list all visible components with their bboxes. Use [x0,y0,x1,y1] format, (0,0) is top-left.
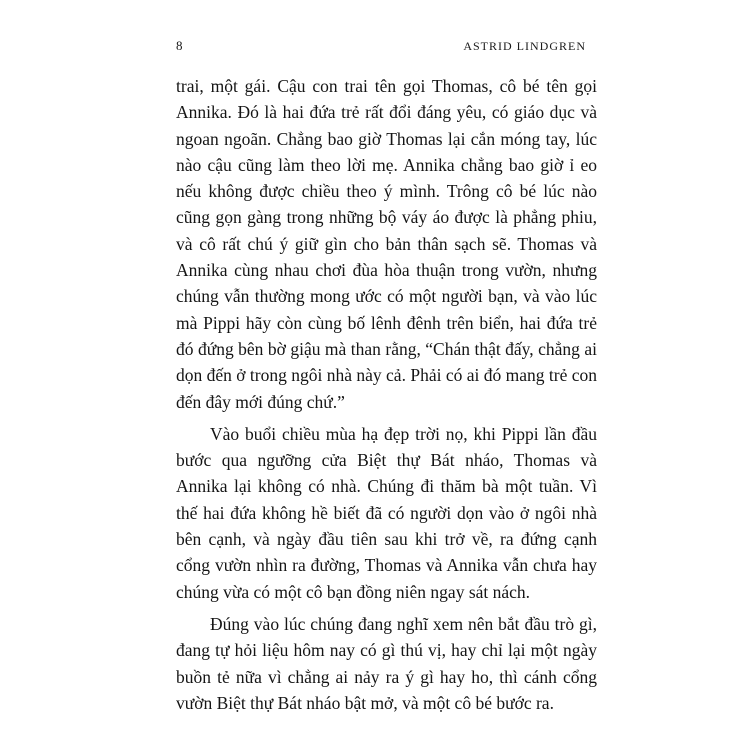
body-text [176,73,597,716]
running-head [176,37,586,55]
page-number: 8 [176,38,183,53]
paragraph-1: trai, một gái. Cậu con trai tên gọi Thomas, cô bé tên gọi Annika. Đó là hai đứa trẻ rất đổi đáng yêu, có giáo dục và ngoan ngoãn. Chẳng bao giờ Thomas lại cắn móng tay, lúc nào cậu cũng làm theo lời mẹ. Annika chẳng bao giờ ỉ eo nếu không được chiều theo ý mình. Trông cô bé lúc nào cũng gọn gàng trong những bộ váy áo được là phẳng phiu, và cô rất chú ý giữ gìn cho bản thân sạch sẽ. Thomas và Annika cùng nhau chơi đùa hòa thuận trong vườn, nhưng chúng vẫn thường mong ước có một người bạn, và vào lúc mà Pippi hãy còn cùng bố lênh đênh trên biển, hai đứa trẻ đó đứng bên bờ giậu mà than rằng, “Chán thật đấy, chẳng ai dọn đến ở trong ngôi nhà này cả. Phải có ai đó mang trẻ con đến đây mới đúng chứ.” [176,76,597,412]
paragraph-3: Đúng vào lúc chúng đang nghĩ xem nên bắt đầu trò gì, đang tự hỏi liệu hôm nay có gì thú vị, hay chỉ lại một ngày buồn tẻ nữa vì chẳng ai nảy ra ý gì hay ho, thì cánh cổng vườn Biệt thự Bát nháo bật mở, và một cô bé bước ra. [176,613,597,713]
author-name: ASTRID LINDGREN [463,38,586,53]
paragraph-2: Vào buổi chiều mùa hạ đẹp trời nọ, khi Pippi lần đầu bước qua ngưỡng cửa Biệt thự Bát nháo, Thomas và Annika lại không có nhà. Chúng đi thăm bà một tuần. Vì thế hai đứa không hề biết đã có người dọn vào ở ngôi nhà bên cạnh, và ngày đầu tiên sau khi trở về, ra đứng cạnh cổng vườn nhìn ra đường, Thomas và Annika vẫn chưa hay chúng vừa có một cô bạn đồng niên ngay sát nách. [176,423,597,602]
